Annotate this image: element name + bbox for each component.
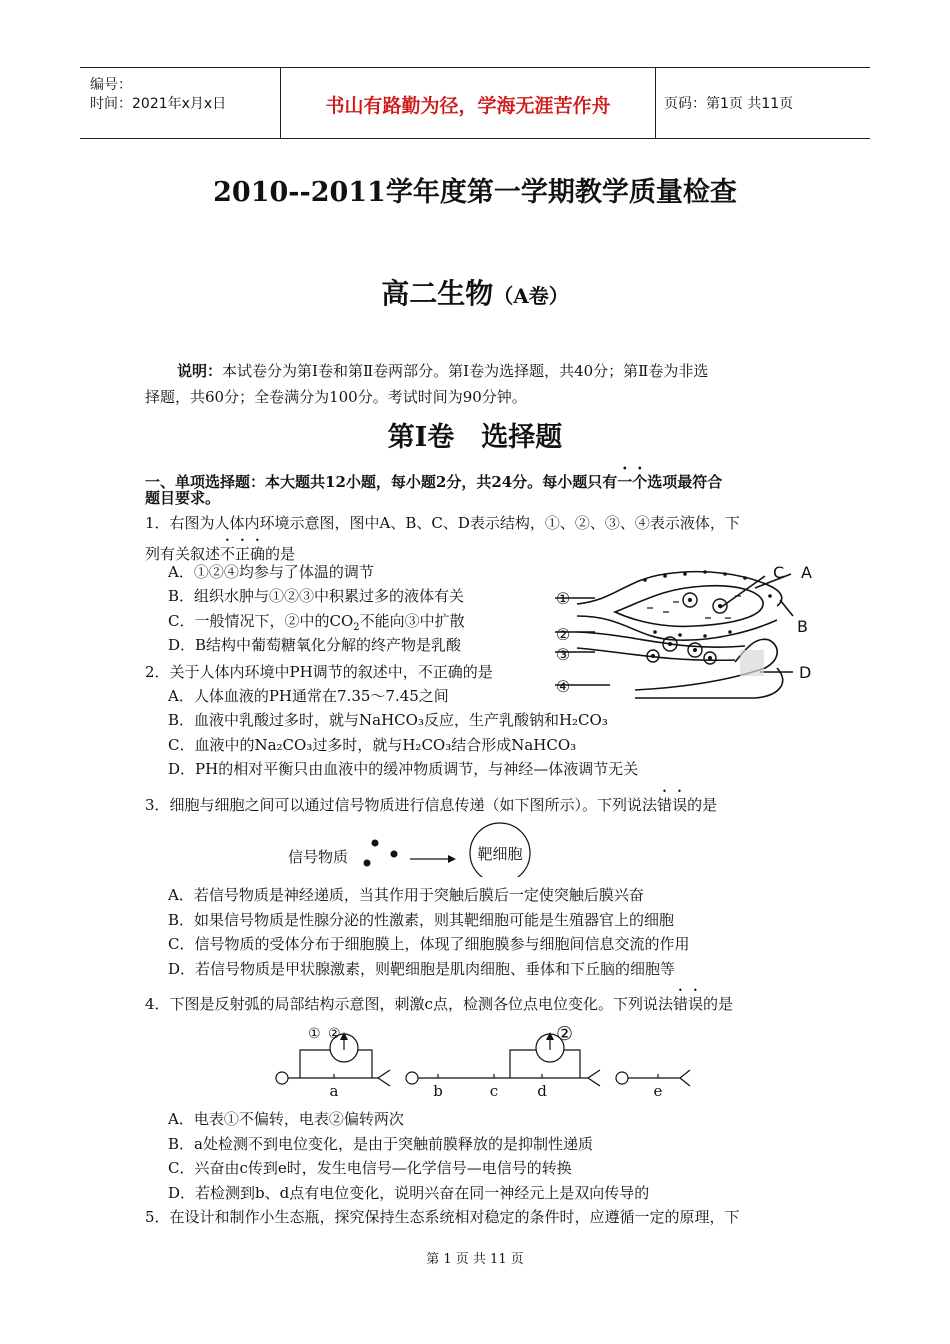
q1-stem-2 [145,536,295,564]
signal-dot-1 [372,840,379,847]
fig1-label-B: B [797,617,808,636]
q3-emphasis: 错误 [657,796,688,814]
document-title: 2010--2011学年度第一学期教学质量检查 [213,177,737,208]
q2-option-b: B．血液中乳酸过多时，就与NaHCO₃反应，生产乳酸钠和H₂CO₃ [168,711,608,729]
fig1-label-3: ③ [555,645,571,664]
q1-option-c: C．一般情况下，②中的$CO_2$不能向③中扩散 [168,612,465,633]
q2-option-d: D．PH的相对平衡只由血液中的缓冲物质调节，与神经—体液调节无关 [168,760,639,778]
motto: 书山有路勤为径，学海无涯苦作舟 [325,95,611,117]
part1-text-a: 一、单项选择题：本大题共12小题，每小题2分，共24分。每小题只有 [145,473,618,491]
q1-option-c-b: 不能向③中扩散 [359,612,465,630]
time-label: 时间：2021年x月x日 [90,96,227,112]
part1-text-b: 选项最符合 [647,473,723,491]
q1-option-a: A．①②④均参与了体温的调节 [168,563,374,581]
q3-stem-a: 3．细胞与细胞之间可以通过信号物质进行信息传递（如下图所示）。下列说法 [145,796,658,814]
q1-stem-1: 1．右图为人体内环境示意图，图中A、B、C、D表示结构，①、②、③、④表示液体，下 [145,514,740,532]
q4-option-d: D．若检测到b、d点有电位变化，说明兴奋在同一神经元上是双向传导的 [168,1184,650,1202]
signal-dot-2 [391,851,398,858]
q2-option-a: A．人体血液的PH通常在7.35～7.45之间 [168,687,449,705]
q3-option-b: B．如果信号物质是性腺分泌的性激素，则其靶细胞可能是生殖器官上的细胞 [168,911,675,929]
q3-option-d: D．若信号物质是甲状腺激素，则靶细胞是肌肉细胞、垂体和下丘脑的细胞等 [168,960,676,978]
part1-heading-line1 [145,463,722,492]
fig1-label-D: D [799,663,812,682]
fig1-label-C: C [773,563,785,582]
page-footer: 第 1 页 共 11 页 [426,1252,524,1267]
number-label: 编号： [90,77,132,93]
meter-2-label: ② [556,1023,574,1045]
note-text-2: 择题，共60分；全卷满分为100分。考试时间为90分钟。 [145,388,527,406]
q3-stem [145,787,717,815]
point-e: e [653,1082,663,1100]
q1-stem-2a: 列有关叙述 [145,545,221,563]
signal-arrow-head [448,855,456,863]
note-label: 说明： [177,362,223,380]
signal-dot-3 [364,860,371,867]
q4-option-b: B．a处检测不到电位变化，是由于突触前膜释放的是抑制性递质 [168,1135,593,1153]
part1-heading-line2: 题目要求。 [145,489,221,507]
q2-option-c: C．血液中的Na₂CO₃过多时，就与H₂CO₃结合形成NaHCO₃ [168,736,577,754]
q1-option-b: B．组织水肿与①②③中积累过多的液体有关 [168,587,465,605]
q1-stem-2b: 的是 [265,545,296,563]
q4-option-a: A．电表①不偏转，电表②偏转两次 [168,1110,404,1128]
q4-stem-a: 4．下图是反射弧的局部结构示意图，刺激c点，检测各位点电位变化。下列说法 [145,995,673,1013]
subtitle-main: 高二生物 [381,277,494,310]
point-a: a [329,1082,339,1100]
signal-substance-label: 信号物质 [288,848,349,866]
fig1-label-A: A [801,563,812,582]
q3-option-a: A．若信号物质是神经递质，当其作用于突触后膜后一定使突触后膜兴奋 [168,886,644,904]
signal-diagram [280,815,550,877]
q5-stem: 5．在设计和制作小生态瓶，探究保持生态系统相对稳定的条件时，应遵循一定的原理，下 [145,1208,740,1226]
fig1-label-2: ② [555,625,571,644]
section-title: 第Ⅰ卷 选择题 [387,422,563,453]
meter-1-label: ① [308,1026,321,1042]
point-b: b [433,1082,443,1100]
document-subtitle [0,272,950,312]
q4-emphasis: 错误 [672,995,703,1013]
internal-environment-diagram [555,560,825,700]
subtitle-paren: （A卷） [493,284,569,308]
target-cell-label: 靶细胞 [477,845,523,863]
q1-option-d: D．B结构中葡萄糖氧化分解的终产物是乳酸 [168,636,462,654]
q3-option-c: C．信号物质的受体分布于细胞膜上，体现了细胞膜参与细胞间信息交流的作用 [168,935,690,953]
q4-stem-b: 的是 [702,995,733,1013]
reflex-arc-diagram [270,1018,700,1103]
point-c: c [489,1082,499,1100]
page-info: 页码：第1页 共11页 [664,96,794,112]
point-d: d [537,1082,547,1100]
q3-stem-b: 的是 [687,796,718,814]
fig1-label-4: ④ [555,677,571,696]
header-bar [80,67,870,139]
header-right-cell [654,68,870,138]
q1-option-c-a: C．一般情况下，②中的CO [168,612,354,630]
meter-1-sub-label: ② [328,1026,341,1042]
q4-stem [145,986,733,1014]
note-text-1: 本试卷分为第Ⅰ卷和第Ⅱ卷两部分。第Ⅰ卷为选择题，共40分；第Ⅱ卷为非选 [222,362,709,380]
q2-stem: 2．关于人体内环境中PH调节的叙述中，不正确的是 [145,663,493,681]
q4-option-c: C．兴奋由c传到e时，发生电信号—化学信号—电信号的转换 [168,1159,572,1177]
header-left-cell [80,68,280,138]
header-motto-cell [280,68,656,138]
q1-emphasis: 不正确 [220,545,266,563]
instructions [145,358,810,410]
fig1-label-1: ① [555,589,571,608]
part1-emphasis: 一个 [617,473,648,491]
